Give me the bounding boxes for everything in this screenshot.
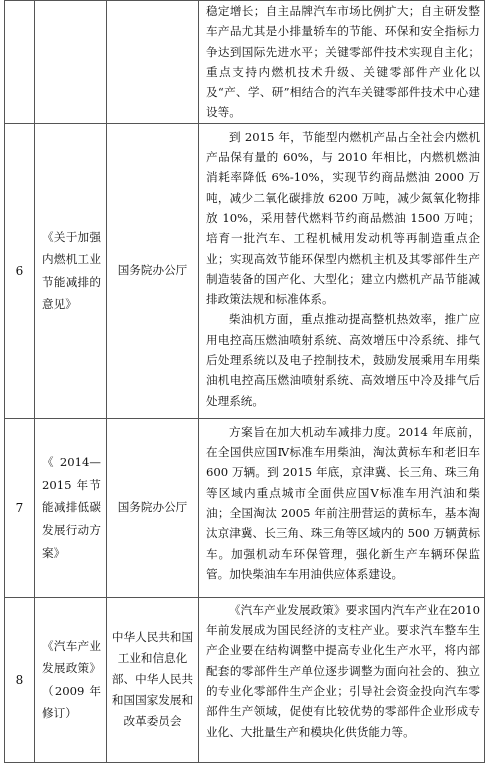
content-paragraph: 《汽车产业发展政策》要求国内汽车产业在2010年前发展成为国民经济的支柱产业。要求汽车整车生产企业要在结构调整中提高专业化生产水平，将内部配套的零部件生产单位逐步调整为面向社会的、独立的专业化零部件生产企业；引导社会资金投向汽车零部件生产领域，促使有比较优势的零部件企业形成专业化、大批量生产和模块化供货能力等。 — [206, 602, 480, 739]
row-number-cell: 8 — [5, 597, 35, 762]
policy-content-cell — [199, 418, 485, 597]
issuer-cell: 中华人民共和国工业和信息化部、中华人民共和国国家发展和改革委员会 — [107, 597, 199, 762]
policy-name-cell: 《关于加强内燃机工业节能减排的意见》 — [35, 123, 107, 418]
policy-table — [4, 0, 485, 763]
table-row — [5, 418, 485, 597]
row-number-cell: 7 — [5, 418, 35, 597]
policy-name-cell: 《汽车产业发展政策》（2009 年修订） — [35, 597, 107, 762]
issuer-cell — [107, 1, 199, 124]
content-paragraph: 到 2015 年，节能型内燃机产品占全社会内燃机产品保有量的 60%，与 2010 年相比，内燃机燃油消耗率降低 6%-10%，实现节约商品燃油 2000 万吨，减少二氧化碳排放 6200 万吨，减少氮氧化物排放 10%，采用替代燃料节约商品燃油 1500 万吨；培育一批汽车、工程机械用发动机等再制造重点企业；实现高效节能环保型内燃机主机及其零部件生产制造装备的国产化、大型化；建立内燃机产品节能减排政策法规和标准体系。 — [206, 129, 480, 307]
table-row — [5, 123, 485, 418]
policy-name-cell: 《2014—2015 年节能减排低碳发展行动方案》 — [35, 418, 107, 597]
content-paragraph: 稳定增长；自主品牌汽车市场比例扩大；自主研发整车产品尤其是小排量轿车的节能、环保和安全指标力争达到国际先进水平；关键零部件技术实现自主化；重点支持内燃机技术升级、关键零部件产业化以及“产、学、研”相结合的汽车关键零部件技术中心建设等。 — [206, 4, 480, 120]
row-number-cell: 6 — [5, 123, 35, 418]
policy-name-cell — [35, 1, 107, 124]
content-paragraph: 方案旨在加大机动车减排力度。2014 年底前，在全国供应国Ⅳ标准车用柴油，淘汰黄标车和老旧车 600 万辆。到 2015 年底，京津冀、长三角、珠三角等区域内重点城市全面供应国Ⅴ标准车用汽油和柴油；全国淘汰 2005 年前注册营运的黄标车，基本淘汰京津冀、长三角、珠三角等区域内的 500 万辆黄标车。加强机动车环保管理，强化新生产车辆环保监管。加快柴油车车用油供应体系建设。 — [206, 424, 480, 581]
table-row — [5, 597, 485, 762]
policy-content-cell — [199, 1, 485, 124]
policy-content-cell — [199, 123, 485, 418]
policy-content-cell — [199, 597, 485, 762]
table-row — [5, 1, 485, 124]
issuer-cell: 国务院办公厅 — [107, 123, 199, 418]
content-paragraph: 柴油机方面，重点推动提高整机热效率，推广应用电控高压燃油喷射系统、高效增压中冷系统、排气后处理系统以及电子控制技术，鼓励发展乘用车用柴油机电控高压燃油喷射系统、高效增压中冷及排气后处理系统。 — [206, 312, 480, 408]
issuer-cell: 国务院办公厅 — [107, 418, 199, 597]
row-number-cell — [5, 1, 35, 124]
